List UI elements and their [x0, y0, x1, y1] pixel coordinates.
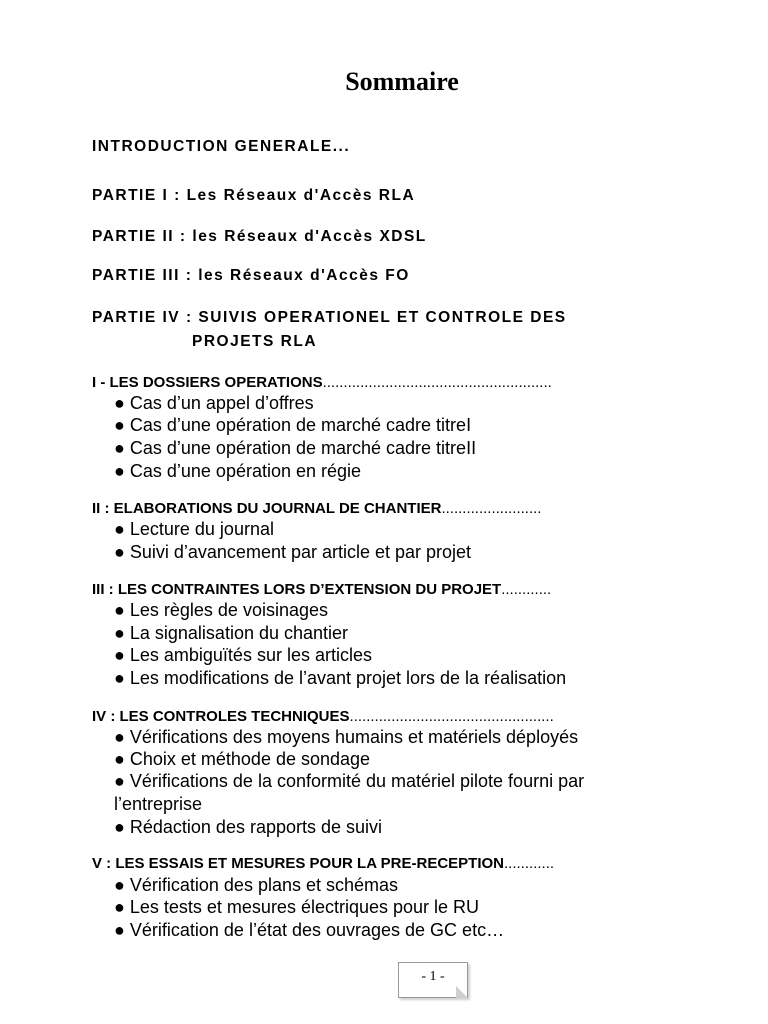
list-item-text: Choix et méthode de sondage: [129, 749, 371, 769]
toc-partie-4: PARTIE IV : SUIVIS OPERATIONEL ET CONTROLE DES: [92, 309, 567, 326]
list-item-text: Rédaction des rapports de suivi: [129, 817, 383, 837]
bullet-icon: ●: [114, 727, 125, 747]
leader-dots: .......................................................: [322, 374, 552, 391]
list-item: [114, 875, 398, 896]
list-item: [114, 727, 578, 748]
bullet-icon: ●: [114, 393, 125, 413]
bullet-icon: ●: [114, 600, 125, 620]
section-heading-1: [92, 374, 552, 391]
list-item: [114, 542, 471, 563]
list-item-text: Les modifications de l’avant projet lors de la réalisation: [129, 668, 567, 688]
section-heading-text: IV : LES CONTROLES TECHNIQUES: [92, 708, 350, 725]
leader-dots: ............: [501, 581, 552, 598]
page-corner-fold-icon: [456, 986, 468, 998]
list-item: [114, 817, 382, 838]
list-item: [114, 645, 372, 666]
bullet-icon: ●: [114, 519, 125, 539]
list-item-text: Vérifications de la conformité du matériel pilote fourni par: [129, 771, 585, 791]
section-heading-text: V : LES ESSAIS ET MESURES POUR LA PRE-RECEPTION: [92, 855, 505, 872]
list-item-text: Vérification des plans et schémas: [129, 875, 399, 895]
list-item: [114, 519, 274, 540]
list-item: [114, 920, 504, 941]
list-item-continuation: l’entreprise: [114, 794, 203, 814]
list-item: [114, 897, 479, 918]
page-number: - 1 -: [421, 969, 445, 984]
list-item-text: Vérification de l’état des ouvrages de GC etc…: [129, 920, 505, 940]
list-item: [114, 749, 370, 770]
list-item-text: Vérifications des moyens humains et matériels déployés: [129, 727, 579, 747]
bullet-icon: ●: [114, 817, 125, 837]
toc-partie-2: PARTIE II : les Réseaux d'Accès XDSL: [92, 228, 427, 245]
bullet-icon: ●: [114, 645, 125, 665]
leader-dots: ........................: [441, 500, 542, 517]
list-item-text: Cas d’une opération de marché cadre titreI: [129, 415, 472, 435]
list-item-text: Les tests et mesures électriques pour le RU: [129, 897, 480, 917]
section-heading-4: [92, 708, 554, 725]
toc-introduction: INTRODUCTION GENERALE...: [92, 138, 351, 155]
page-title: Sommaire: [345, 67, 459, 96]
list-item-text: Les règles de voisinages: [129, 600, 328, 620]
list-item: [114, 438, 476, 459]
bullet-icon: ●: [114, 438, 125, 458]
section-heading-3: [92, 581, 551, 598]
list-item: [114, 623, 348, 644]
list-item-text: Cas d’un appel d’offres: [129, 393, 314, 413]
list-item: [114, 461, 361, 482]
bullet-icon: ●: [114, 875, 125, 895]
list-item: [114, 415, 471, 436]
list-item: [114, 771, 584, 792]
bullet-icon: ●: [114, 461, 125, 481]
toc-partie-1: PARTIE I : Les Réseaux d'Accès RLA: [92, 187, 416, 204]
list-item: [114, 600, 328, 621]
bullet-icon: ●: [114, 749, 125, 769]
bullet-icon: ●: [114, 897, 125, 917]
section-heading-text: II : ELABORATIONS DU JOURNAL DE CHANTIER: [92, 500, 442, 517]
bullet-icon: ●: [114, 668, 125, 688]
leader-dots: .................................................: [349, 708, 554, 725]
list-item-text: Cas d’une opération en régie: [129, 461, 362, 481]
toc-partie-4-continuation: PROJETS RLA: [192, 333, 318, 350]
toc-partie-3: PARTIE III : les Réseaux d'Accès FO: [92, 267, 410, 284]
list-item-text: La signalisation du chantier: [129, 623, 349, 643]
list-item-text: Suivi d’avancement par article et par projet: [129, 542, 472, 562]
section-heading-2: [92, 500, 541, 517]
list-item: [114, 668, 566, 689]
list-item: [114, 393, 314, 414]
bullet-icon: ●: [114, 415, 125, 435]
bullet-icon: ●: [114, 623, 125, 643]
section-heading-text: I - LES DOSSIERS OPERATIONS: [92, 374, 323, 391]
bullet-icon: ●: [114, 920, 125, 940]
bullet-icon: ●: [114, 542, 125, 562]
bullet-icon: ●: [114, 771, 125, 791]
leader-dots: ............: [504, 855, 555, 872]
section-heading-5: [92, 855, 554, 872]
section-heading-text: III : LES CONTRAINTES LORS D’EXTENSION DU PROJET: [92, 581, 502, 598]
page-number-box: [398, 962, 468, 998]
list-item-text: Les ambiguïtés sur les articles: [129, 645, 372, 665]
list-item-text: Cas d’une opération de marché cadre titreII: [129, 438, 477, 458]
list-item-text: Lecture du journal: [129, 519, 274, 539]
